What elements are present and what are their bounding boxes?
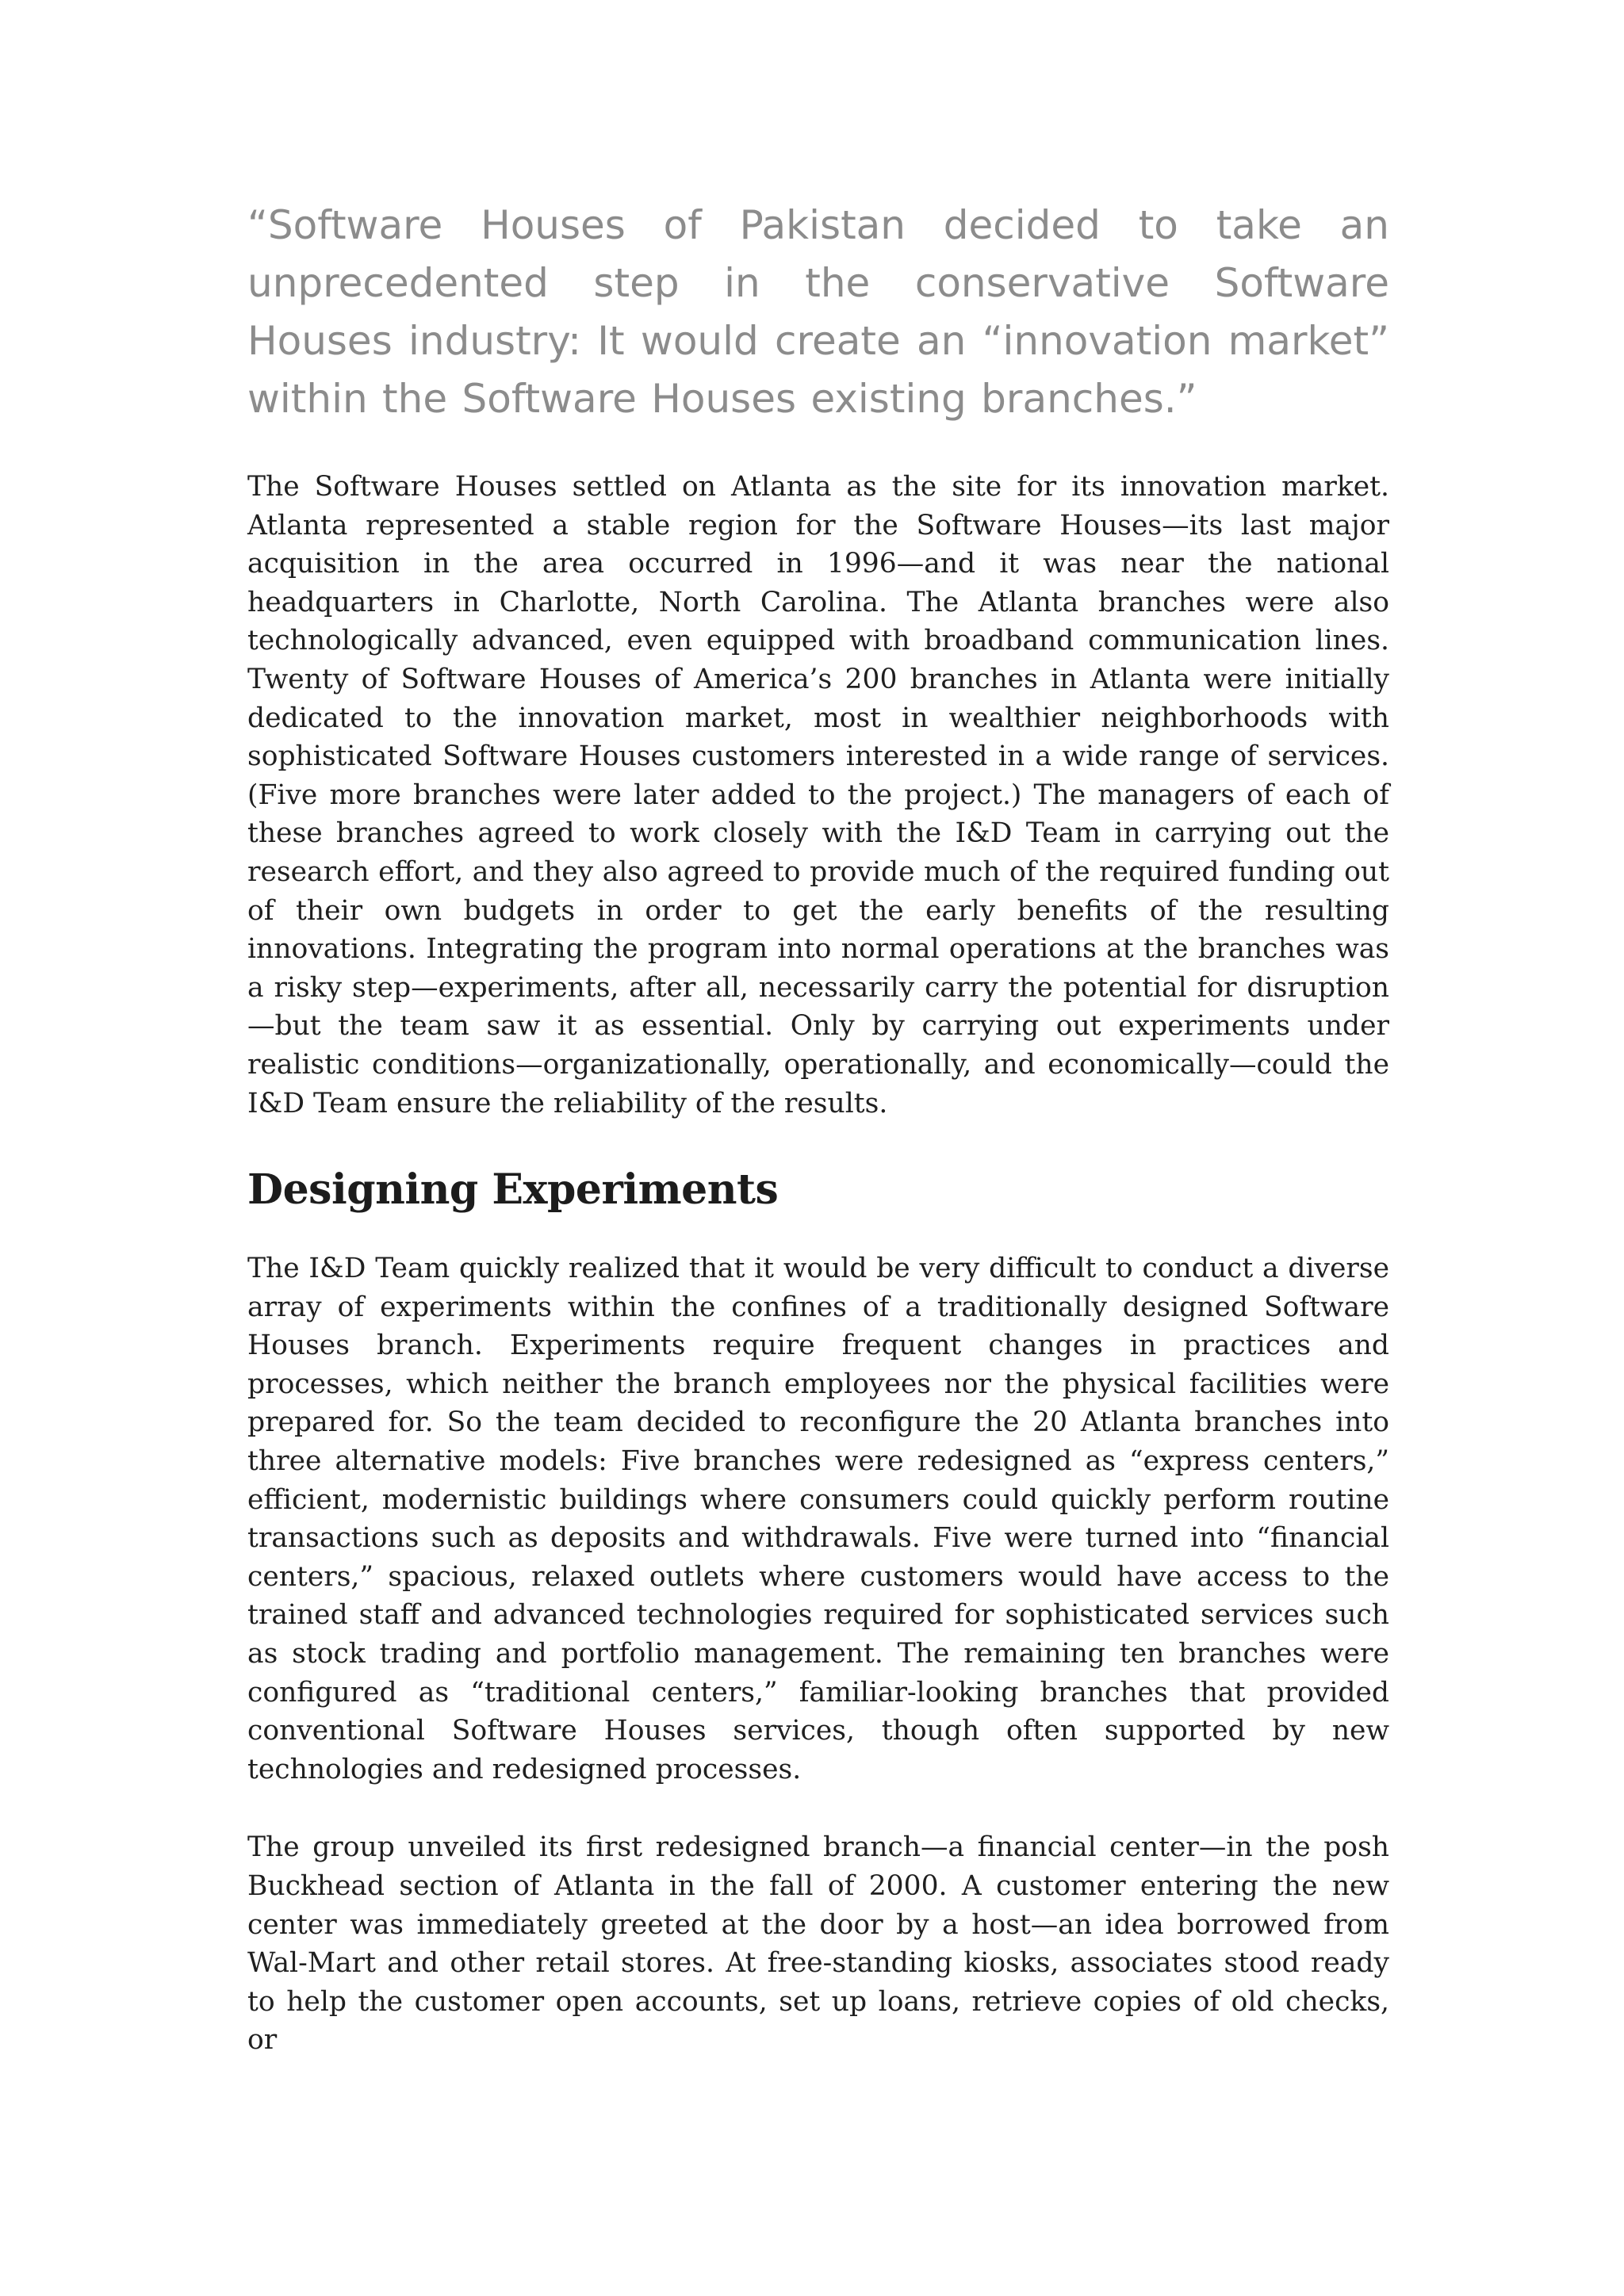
paragraph-spacer [247, 1789, 1389, 1828]
pull-quote: “Software Houses of Pakistan decided to take an unprecedented step in the conservative Software Houses industry: It would create an “innovation market” within the Software Houses existing branches.” [247, 202, 1389, 422]
paragraph-designing-experiments: The I&D Team quickly realized that it would be very difficult to conduct a diverse array of experiments within the confines of a traditionally designed Software Houses branch. Experiments require frequent changes in practices and processes, which neither the branch employees nor the physical facilities were prepared for. So the team decided to reconfigure the 20 Atlanta branches into three alternative models: Five branches were redesigned as “express centers,” efficient, modernistic buildings where consumers could quickly perform routine transactions such as deposits and withdrawals. Five were turned into “financial centers,” spacious, relaxed outlets where customers would have access to the trained staff and advanced technologies required for sophisticated services such as stock trading and portfolio management. The remaining ten branches were configured as “traditional centers,” familiar-looking branches that provided conventional Software Houses services, though often supported by new technologies and redesigned processes. [247, 1253, 1389, 1785]
paragraph-first-branch: The group unveiled its first redesigned branch—a financial center—in the posh Buckhead section of Atlanta in the fall of 2000. A customer entering the new center was immediately greeted at the door by a host—an idea borrowed from Wal-Mart and other retail stores. At free-standing kiosks, associates stood ready to help the customer open accounts, set up loans, retrieve copies of old checks, or [247, 1831, 1389, 2057]
document-page [247, 197, 1389, 2060]
section-heading-designing-experiments: Designing Experiments [247, 1165, 779, 1215]
paragraph-atlanta-site: The Software Houses settled on Atlanta as the site for its innovation market. Atlanta represented a stable region for the Software Houses—its last major acquisition in the area occurred in 1996—and it was near the national headquarters in Charlotte, North Carolina. The Atlanta branches were also technologically advanced, even equipped with broadband communication lines. Twenty of Software Houses of America’s 200 branches in Atlanta were initially dedicated to the innovation market, most in wealthier neighborhoods with sophisticated Software Houses customers interested in a wide range of services. (Five more branches were later added to the project.) The managers of each of these branches agreed to work closely with the I&D Team in carrying out the research effort, and they also agreed to provide much of the required funding out of their own budgets in order to get the early benefits of the resulting innovations. Integrating the program into normal operations at the branches was a risky step—experiments, after all, necessarily carry the potential for disruption—but the team saw it as essential. Only by carrying out experiments under realistic conditions—organizationally, operationally, and economically—could the I&D Team ensure the reliability of the results. [247, 471, 1389, 1119]
